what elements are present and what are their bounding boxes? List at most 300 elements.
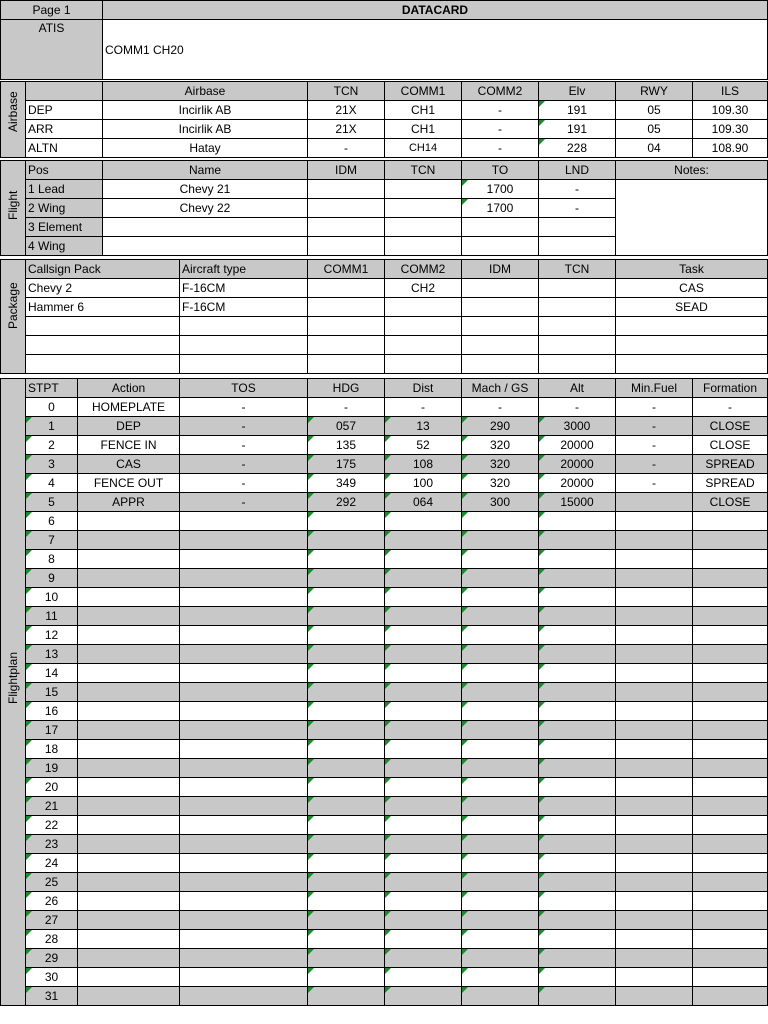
flightplan-cell-tos[interactable] xyxy=(180,930,308,949)
flightplan-cell-hdg[interactable] xyxy=(308,892,385,911)
flightplan-cell-minfuel[interactable] xyxy=(616,512,693,531)
flightplan-cell-alt[interactable] xyxy=(539,949,616,968)
flightplan-cell-tos[interactable] xyxy=(180,797,308,816)
flight-cell[interactable] xyxy=(539,218,616,237)
flightplan-cell-action[interactable] xyxy=(78,645,180,664)
flightplan-cell-hdg[interactable] xyxy=(308,835,385,854)
flightplan-cell-formation[interactable] xyxy=(693,987,768,1006)
flightplan-cell-dist[interactable] xyxy=(385,512,462,531)
flightplan-cell-mach[interactable] xyxy=(462,607,539,626)
flightplan-cell-dist[interactable]: 064 xyxy=(385,493,462,512)
flightplan-cell-action[interactable] xyxy=(78,930,180,949)
flightplan-cell-dist[interactable] xyxy=(385,759,462,778)
package-cell[interactable] xyxy=(26,336,180,355)
flightplan-cell-alt[interactable] xyxy=(539,721,616,740)
package-cell[interactable] xyxy=(308,317,385,336)
flightplan-cell-mach[interactable]: - xyxy=(462,398,539,417)
flightplan-cell-dist[interactable] xyxy=(385,968,462,987)
flightplan-cell-alt[interactable] xyxy=(539,626,616,645)
airbase-cell[interactable]: 191 xyxy=(539,101,616,120)
package-cell[interactable] xyxy=(180,355,308,374)
flightplan-cell-alt[interactable] xyxy=(539,930,616,949)
flightplan-cell-action[interactable] xyxy=(78,740,180,759)
flight-cell[interactable]: Chevy 22 xyxy=(103,199,308,218)
airbase-cell[interactable]: Hatay xyxy=(103,139,308,158)
flightplan-cell-dist[interactable] xyxy=(385,797,462,816)
package-cell[interactable]: CAS xyxy=(616,279,768,298)
flightplan-cell-mach[interactable] xyxy=(462,930,539,949)
flightplan-cell-minfuel[interactable]: - xyxy=(616,398,693,417)
flightplan-cell-dist[interactable]: - xyxy=(385,398,462,417)
flightplan-cell-formation[interactable] xyxy=(693,645,768,664)
package-cell[interactable] xyxy=(385,336,462,355)
flightplan-cell-tos[interactable] xyxy=(180,740,308,759)
flight-cell[interactable] xyxy=(308,237,385,256)
flightplan-cell-action[interactable] xyxy=(78,531,180,550)
flightplan-cell-alt[interactable] xyxy=(539,683,616,702)
flightplan-cell-formation[interactable] xyxy=(693,797,768,816)
flightplan-cell-action[interactable]: FENCE OUT xyxy=(78,474,180,493)
flightplan-cell-alt[interactable]: 20000 xyxy=(539,455,616,474)
flightplan-cell-mach[interactable] xyxy=(462,569,539,588)
flightplan-cell-mach[interactable]: 320 xyxy=(462,474,539,493)
flightplan-cell-formation[interactable] xyxy=(693,607,768,626)
flightplan-cell-alt[interactable] xyxy=(539,778,616,797)
atis-value[interactable]: COMM1 CH20 xyxy=(103,20,768,80)
airbase-cell[interactable]: 191 xyxy=(539,120,616,139)
flightplan-cell-dist[interactable] xyxy=(385,645,462,664)
flight-cell[interactable] xyxy=(385,199,462,218)
airbase-cell[interactable]: 05 xyxy=(616,101,693,120)
package-cell[interactable] xyxy=(462,336,539,355)
flightplan-cell-alt[interactable] xyxy=(539,835,616,854)
flightplan-cell-action[interactable] xyxy=(78,911,180,930)
flightplan-cell-formation[interactable] xyxy=(693,949,768,968)
package-cell[interactable]: F-16CM xyxy=(180,298,308,317)
flightplan-cell-formation[interactable] xyxy=(693,778,768,797)
flight-cell[interactable] xyxy=(308,218,385,237)
flightplan-cell-tos[interactable] xyxy=(180,854,308,873)
flightplan-cell-action[interactable]: APPR xyxy=(78,493,180,512)
flightplan-cell-tos[interactable]: - xyxy=(180,474,308,493)
flightplan-cell-minfuel[interactable] xyxy=(616,778,693,797)
flightplan-cell-tos[interactable] xyxy=(180,683,308,702)
flight-cell[interactable] xyxy=(462,218,539,237)
flightplan-cell-tos[interactable] xyxy=(180,607,308,626)
flightplan-cell-formation[interactable]: CLOSE xyxy=(693,436,768,455)
flightplan-cell-tos[interactable] xyxy=(180,588,308,607)
flight-cell[interactable] xyxy=(385,218,462,237)
flightplan-cell-mach[interactable] xyxy=(462,797,539,816)
flightplan-cell-tos[interactable] xyxy=(180,531,308,550)
flightplan-cell-action[interactable] xyxy=(78,702,180,721)
flightplan-cell-minfuel[interactable] xyxy=(616,816,693,835)
flightplan-cell-mach[interactable] xyxy=(462,683,539,702)
flightplan-cell-minfuel[interactable] xyxy=(616,987,693,1006)
flightplan-cell-hdg[interactable] xyxy=(308,607,385,626)
flightplan-cell-hdg[interactable] xyxy=(308,588,385,607)
flightplan-cell-minfuel[interactable] xyxy=(616,759,693,778)
flightplan-cell-hdg[interactable] xyxy=(308,949,385,968)
flightplan-cell-dist[interactable] xyxy=(385,588,462,607)
flightplan-cell-minfuel[interactable]: - xyxy=(616,417,693,436)
flightplan-cell-action[interactable] xyxy=(78,873,180,892)
flightplan-cell-action[interactable] xyxy=(78,835,180,854)
flight-cell[interactable] xyxy=(308,199,385,218)
flightplan-cell-mach[interactable] xyxy=(462,512,539,531)
flightplan-cell-hdg[interactable]: 349 xyxy=(308,474,385,493)
flightplan-cell-hdg[interactable] xyxy=(308,930,385,949)
flightplan-cell-hdg[interactable] xyxy=(308,778,385,797)
flightplan-cell-alt[interactable] xyxy=(539,512,616,531)
flightplan-cell-hdg[interactable]: 135 xyxy=(308,436,385,455)
flightplan-cell-minfuel[interactable] xyxy=(616,835,693,854)
flightplan-cell-mach[interactable]: 300 xyxy=(462,493,539,512)
flightplan-cell-hdg[interactable] xyxy=(308,664,385,683)
flightplan-cell-minfuel[interactable] xyxy=(616,588,693,607)
flightplan-cell-action[interactable] xyxy=(78,759,180,778)
flightplan-cell-dist[interactable] xyxy=(385,892,462,911)
flightplan-cell-formation[interactable] xyxy=(693,873,768,892)
flightplan-cell-mach[interactable] xyxy=(462,588,539,607)
flightplan-cell-minfuel[interactable] xyxy=(616,683,693,702)
flightplan-cell-alt[interactable]: 20000 xyxy=(539,436,616,455)
flightplan-cell-hdg[interactable] xyxy=(308,968,385,987)
flightplan-cell-tos[interactable] xyxy=(180,835,308,854)
flightplan-cell-action[interactable]: FENCE IN xyxy=(78,436,180,455)
flightplan-cell-action[interactable] xyxy=(78,968,180,987)
flightplan-cell-tos[interactable] xyxy=(180,512,308,531)
flightplan-cell-mach[interactable] xyxy=(462,664,539,683)
flightplan-cell-mach[interactable] xyxy=(462,892,539,911)
flightplan-cell-tos[interactable] xyxy=(180,778,308,797)
airbase-cell[interactable]: - xyxy=(462,120,539,139)
flightplan-cell-alt[interactable] xyxy=(539,854,616,873)
flightplan-cell-dist[interactable] xyxy=(385,531,462,550)
flightplan-cell-tos[interactable]: - xyxy=(180,417,308,436)
airbase-cell[interactable]: 04 xyxy=(616,139,693,158)
flightplan-cell-minfuel[interactable] xyxy=(616,569,693,588)
flightplan-cell-formation[interactable] xyxy=(693,683,768,702)
flightplan-cell-tos[interactable] xyxy=(180,550,308,569)
flightplan-cell-hdg[interactable]: 175 xyxy=(308,455,385,474)
flightplan-cell-dist[interactable] xyxy=(385,987,462,1006)
flightplan-cell-action[interactable] xyxy=(78,588,180,607)
flightplan-cell-hdg[interactable] xyxy=(308,512,385,531)
package-cell[interactable] xyxy=(539,336,616,355)
flight-cell[interactable] xyxy=(385,180,462,199)
flightplan-cell-alt[interactable] xyxy=(539,531,616,550)
flightplan-cell-tos[interactable]: - xyxy=(180,493,308,512)
flightplan-cell-hdg[interactable] xyxy=(308,626,385,645)
flightplan-cell-minfuel[interactable] xyxy=(616,607,693,626)
package-cell[interactable]: CH2 xyxy=(385,279,462,298)
flight-cell[interactable]: 1700 xyxy=(462,199,539,218)
flightplan-cell-tos[interactable] xyxy=(180,626,308,645)
flightplan-cell-action[interactable] xyxy=(78,569,180,588)
flightplan-cell-hdg[interactable] xyxy=(308,911,385,930)
flightplan-cell-alt[interactable] xyxy=(539,759,616,778)
flightplan-cell-mach[interactable] xyxy=(462,531,539,550)
airbase-cell[interactable]: 21X xyxy=(308,120,385,139)
flightplan-cell-mach[interactable] xyxy=(462,816,539,835)
flightplan-cell-formation[interactable] xyxy=(693,892,768,911)
flightplan-cell-alt[interactable] xyxy=(539,607,616,626)
flightplan-cell-minfuel[interactable] xyxy=(616,797,693,816)
flightplan-cell-minfuel[interactable] xyxy=(616,531,693,550)
flightplan-cell-action[interactable] xyxy=(78,987,180,1006)
flightplan-cell-minfuel[interactable] xyxy=(616,930,693,949)
package-cell[interactable] xyxy=(385,298,462,317)
flightplan-cell-tos[interactable]: - xyxy=(180,455,308,474)
flightplan-cell-hdg[interactable] xyxy=(308,854,385,873)
flightplan-cell-formation[interactable]: SPREAD xyxy=(693,455,768,474)
flightplan-cell-dist[interactable] xyxy=(385,550,462,569)
flightplan-cell-hdg[interactable] xyxy=(308,531,385,550)
flightplan-cell-tos[interactable] xyxy=(180,987,308,1006)
flightplan-cell-alt[interactable] xyxy=(539,740,616,759)
flight-cell[interactable] xyxy=(539,237,616,256)
flightplan-cell-alt[interactable] xyxy=(539,702,616,721)
airbase-cell[interactable]: - xyxy=(308,139,385,158)
airbase-cell[interactable]: - xyxy=(462,139,539,158)
flightplan-cell-hdg[interactable] xyxy=(308,873,385,892)
flightplan-cell-tos[interactable] xyxy=(180,721,308,740)
package-cell[interactable]: Chevy 2 xyxy=(26,279,180,298)
flightplan-cell-dist[interactable] xyxy=(385,721,462,740)
flightplan-cell-mach[interactable] xyxy=(462,759,539,778)
flightplan-cell-hdg[interactable] xyxy=(308,797,385,816)
flightplan-cell-action[interactable] xyxy=(78,607,180,626)
flightplan-cell-formation[interactable] xyxy=(693,911,768,930)
flight-cell[interactable] xyxy=(462,237,539,256)
flightplan-cell-hdg[interactable] xyxy=(308,816,385,835)
flightplan-cell-formation[interactable] xyxy=(693,626,768,645)
flightplan-cell-action[interactable] xyxy=(78,892,180,911)
flightplan-cell-mach[interactable] xyxy=(462,550,539,569)
flightplan-cell-dist[interactable]: 100 xyxy=(385,474,462,493)
flightplan-cell-tos[interactable] xyxy=(180,873,308,892)
flightplan-cell-mach[interactable] xyxy=(462,702,539,721)
flightplan-cell-tos[interactable]: - xyxy=(180,436,308,455)
flightplan-cell-mach[interactable] xyxy=(462,987,539,1006)
flightplan-cell-dist[interactable] xyxy=(385,778,462,797)
flightplan-cell-mach[interactable] xyxy=(462,854,539,873)
flightplan-cell-formation[interactable] xyxy=(693,569,768,588)
flightplan-cell-tos[interactable] xyxy=(180,759,308,778)
flightplan-cell-dist[interactable] xyxy=(385,816,462,835)
flightplan-cell-action[interactable] xyxy=(78,816,180,835)
package-cell[interactable] xyxy=(616,355,768,374)
package-cell[interactable] xyxy=(462,317,539,336)
flightplan-cell-hdg[interactable] xyxy=(308,740,385,759)
flightplan-cell-alt[interactable] xyxy=(539,968,616,987)
package-cell[interactable] xyxy=(26,317,180,336)
package-cell[interactable] xyxy=(616,317,768,336)
flightplan-cell-minfuel[interactable]: - xyxy=(616,455,693,474)
flightplan-cell-minfuel[interactable] xyxy=(616,626,693,645)
flightplan-cell-formation[interactable] xyxy=(693,588,768,607)
package-cell[interactable] xyxy=(385,355,462,374)
flightplan-cell-dist[interactable] xyxy=(385,607,462,626)
airbase-cell[interactable]: Incirlik AB xyxy=(103,120,308,139)
package-cell[interactable]: F-16CM xyxy=(180,279,308,298)
flight-cell[interactable] xyxy=(385,237,462,256)
flightplan-cell-tos[interactable] xyxy=(180,645,308,664)
package-cell[interactable] xyxy=(308,336,385,355)
flightplan-cell-action[interactable] xyxy=(78,778,180,797)
flightplan-cell-dist[interactable] xyxy=(385,949,462,968)
flightplan-cell-minfuel[interactable]: - xyxy=(616,474,693,493)
flightplan-cell-mach[interactable]: 320 xyxy=(462,455,539,474)
flightplan-cell-alt[interactable] xyxy=(539,588,616,607)
flightplan-cell-minfuel[interactable] xyxy=(616,740,693,759)
airbase-cell[interactable]: CH14 xyxy=(385,139,462,158)
airbase-cell[interactable]: 108.90 xyxy=(693,139,768,158)
flight-cell[interactable] xyxy=(308,180,385,199)
flightplan-cell-hdg[interactable] xyxy=(308,569,385,588)
flightplan-cell-action[interactable] xyxy=(78,664,180,683)
flightplan-cell-tos[interactable] xyxy=(180,702,308,721)
flightplan-cell-alt[interactable] xyxy=(539,911,616,930)
flightplan-cell-formation[interactable] xyxy=(693,930,768,949)
flightplan-cell-dist[interactable] xyxy=(385,664,462,683)
flightplan-cell-alt[interactable] xyxy=(539,873,616,892)
flightplan-cell-dist[interactable] xyxy=(385,740,462,759)
flightplan-cell-alt[interactable]: 15000 xyxy=(539,493,616,512)
flightplan-cell-alt[interactable] xyxy=(539,550,616,569)
airbase-cell[interactable]: 05 xyxy=(616,120,693,139)
airbase-cell[interactable]: - xyxy=(462,101,539,120)
flightplan-cell-tos[interactable]: - xyxy=(180,398,308,417)
flightplan-cell-alt[interactable] xyxy=(539,987,616,1006)
flightplan-cell-minfuel[interactable] xyxy=(616,493,693,512)
flightplan-cell-tos[interactable] xyxy=(180,911,308,930)
flightplan-cell-tos[interactable] xyxy=(180,968,308,987)
flightplan-cell-formation[interactable] xyxy=(693,968,768,987)
flightplan-cell-action[interactable] xyxy=(78,626,180,645)
package-cell[interactable] xyxy=(462,355,539,374)
flightplan-cell-mach[interactable]: 320 xyxy=(462,436,539,455)
package-cell[interactable] xyxy=(308,355,385,374)
flightplan-cell-alt[interactable] xyxy=(539,664,616,683)
flightplan-cell-action[interactable]: CAS xyxy=(78,455,180,474)
airbase-cell[interactable]: CH1 xyxy=(385,101,462,120)
flightplan-cell-mach[interactable] xyxy=(462,645,539,664)
package-cell[interactable] xyxy=(462,298,539,317)
flightplan-cell-dist[interactable] xyxy=(385,873,462,892)
flightplan-cell-alt[interactable] xyxy=(539,797,616,816)
flightplan-cell-dist[interactable]: 52 xyxy=(385,436,462,455)
package-cell[interactable] xyxy=(308,279,385,298)
flightplan-cell-tos[interactable] xyxy=(180,664,308,683)
flightplan-cell-formation[interactable] xyxy=(693,759,768,778)
airbase-cell[interactable]: 21X xyxy=(308,101,385,120)
flightplan-cell-formation[interactable]: - xyxy=(693,398,768,417)
airbase-cell[interactable]: 109.30 xyxy=(693,101,768,120)
flightplan-cell-minfuel[interactable] xyxy=(616,968,693,987)
flightplan-cell-formation[interactable]: CLOSE xyxy=(693,493,768,512)
flightplan-cell-alt[interactable]: 3000 xyxy=(539,417,616,436)
flightplan-cell-dist[interactable] xyxy=(385,626,462,645)
flightplan-cell-alt[interactable] xyxy=(539,816,616,835)
flightplan-cell-action[interactable]: HOMEPLATE xyxy=(78,398,180,417)
flightplan-cell-alt[interactable]: - xyxy=(539,398,616,417)
flightplan-cell-hdg[interactable] xyxy=(308,721,385,740)
flightplan-cell-formation[interactable] xyxy=(693,816,768,835)
package-cell[interactable] xyxy=(539,355,616,374)
package-cell[interactable] xyxy=(26,355,180,374)
flightplan-cell-mach[interactable] xyxy=(462,873,539,892)
flightplan-cell-action[interactable] xyxy=(78,550,180,569)
flightplan-cell-mach[interactable] xyxy=(462,968,539,987)
flightplan-cell-minfuel[interactable] xyxy=(616,949,693,968)
flightplan-cell-formation[interactable] xyxy=(693,550,768,569)
flightplan-cell-minfuel[interactable] xyxy=(616,645,693,664)
flightplan-cell-hdg[interactable]: - xyxy=(308,398,385,417)
package-cell[interactable] xyxy=(539,279,616,298)
flightplan-cell-mach[interactable]: 290 xyxy=(462,417,539,436)
flightplan-cell-formation[interactable]: SPREAD xyxy=(693,474,768,493)
package-cell[interactable] xyxy=(308,298,385,317)
flight-cell[interactable]: - xyxy=(539,180,616,199)
airbase-cell[interactable]: 228 xyxy=(539,139,616,158)
flightplan-cell-mach[interactable] xyxy=(462,911,539,930)
flightplan-cell-minfuel[interactable] xyxy=(616,854,693,873)
flight-cell[interactable] xyxy=(103,218,308,237)
flightplan-cell-alt[interactable] xyxy=(539,892,616,911)
flightplan-cell-hdg[interactable] xyxy=(308,759,385,778)
flightplan-cell-hdg[interactable] xyxy=(308,683,385,702)
airbase-cell[interactable]: CH1 xyxy=(385,120,462,139)
flight-cell[interactable]: 1700 xyxy=(462,180,539,199)
flightplan-cell-formation[interactable] xyxy=(693,702,768,721)
package-cell[interactable] xyxy=(180,317,308,336)
flightplan-cell-tos[interactable] xyxy=(180,816,308,835)
flightplan-cell-dist[interactable] xyxy=(385,911,462,930)
airbase-cell[interactable]: Incirlik AB xyxy=(103,101,308,120)
flightplan-cell-alt[interactable] xyxy=(539,569,616,588)
flight-cell[interactable]: Chevy 21 xyxy=(103,180,308,199)
flightplan-cell-hdg[interactable] xyxy=(308,987,385,1006)
flightplan-cell-mach[interactable] xyxy=(462,626,539,645)
flightplan-cell-tos[interactable] xyxy=(180,569,308,588)
package-cell[interactable] xyxy=(539,298,616,317)
flightplan-cell-mach[interactable] xyxy=(462,835,539,854)
flight-cell[interactable] xyxy=(103,237,308,256)
package-cell[interactable] xyxy=(616,336,768,355)
flightplan-cell-action[interactable] xyxy=(78,854,180,873)
package-cell[interactable] xyxy=(539,317,616,336)
flightplan-cell-minfuel[interactable] xyxy=(616,664,693,683)
package-cell[interactable] xyxy=(385,317,462,336)
flightplan-cell-formation[interactable] xyxy=(693,740,768,759)
package-cell[interactable] xyxy=(180,336,308,355)
airbase-cell[interactable]: 109.30 xyxy=(693,120,768,139)
flightplan-cell-tos[interactable] xyxy=(180,949,308,968)
flightplan-cell-minfuel[interactable] xyxy=(616,702,693,721)
flightplan-cell-mach[interactable] xyxy=(462,778,539,797)
flightplan-cell-dist[interactable] xyxy=(385,854,462,873)
flightplan-cell-minfuel[interactable] xyxy=(616,550,693,569)
flightplan-cell-mach[interactable] xyxy=(462,721,539,740)
flightplan-cell-action[interactable] xyxy=(78,949,180,968)
flightplan-cell-minfuel[interactable] xyxy=(616,892,693,911)
flightplan-cell-dist[interactable]: 108 xyxy=(385,455,462,474)
flightplan-cell-hdg[interactable]: 057 xyxy=(308,417,385,436)
flightplan-cell-action[interactable] xyxy=(78,721,180,740)
flightplan-cell-tos[interactable] xyxy=(180,892,308,911)
